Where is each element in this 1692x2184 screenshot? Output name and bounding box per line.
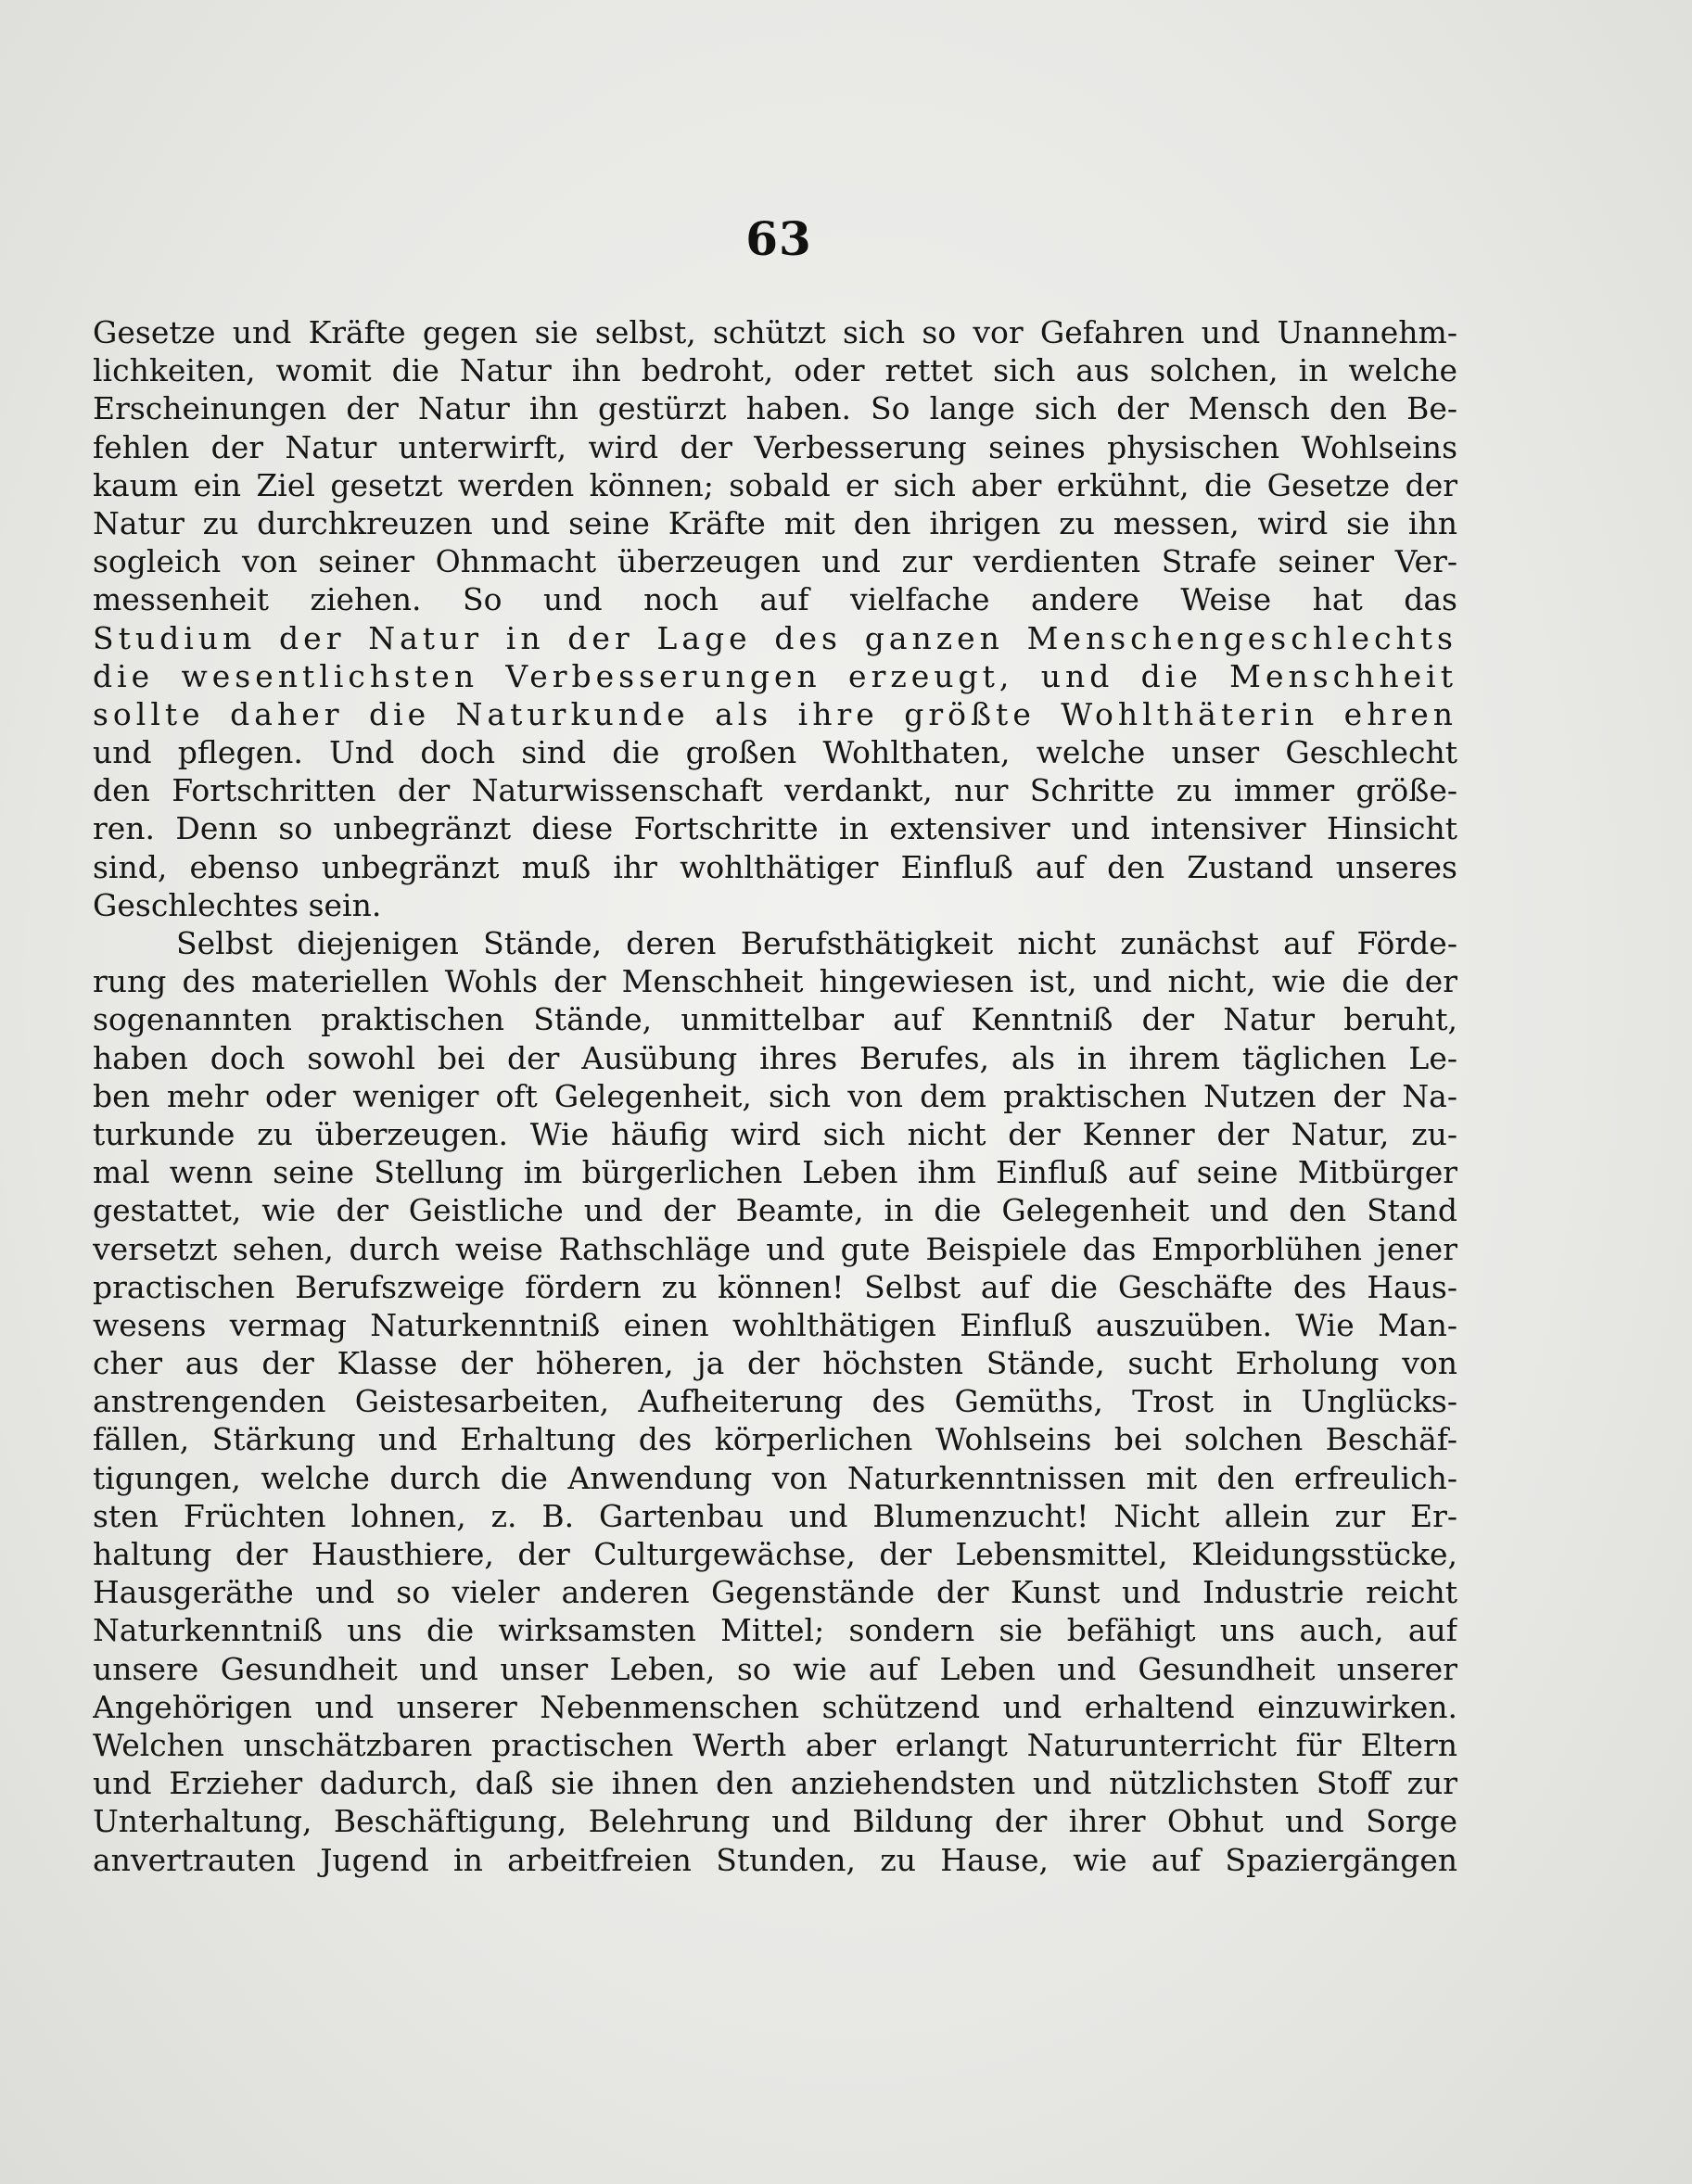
text-line: sogenannten praktischen Stände, unmittelbar auf Kenntniß der Natur beruht, bbox=[93, 1001, 1457, 1038]
text-line: sogleich von seiner Ohnmacht überzeugen und zur verdienten Strafe seiner Ver- bbox=[93, 543, 1457, 580]
text-line: Geschlechtes sein. bbox=[93, 886, 382, 923]
text-line: fällen, Stärkung und Erhaltung des körperlichen Wohlseins bei solchen Beschäf- bbox=[93, 1421, 1457, 1458]
text-line: anstrengenden Geistesarbeiten, Aufheiterung des Gemüths, Trost in Unglücks- bbox=[93, 1383, 1457, 1420]
text-line: kaum ein Ziel gesetzt werden können; sobald er sich aber erkühnt, die Gesetze der bbox=[93, 466, 1457, 503]
text-line: Natur zu durchkreuzen und seine Kräfte mit den ihrigen zu messen, wird sie ihn bbox=[93, 504, 1457, 541]
text-line: haltung der Hausthiere, der Culturgewächse, der Lebensmittel, Kleidungsstücke, bbox=[93, 1536, 1457, 1572]
text-line: und Erzieher dadurch, daß sie ihnen den anziehendsten und nützlichsten Stoff zur bbox=[93, 1765, 1457, 1802]
text-line: fehlen der Natur unterwirft, wird der Verbesserung seines physischen Wohlseins bbox=[93, 428, 1457, 465]
text-line: tigungen, welche durch die Anwendung von Naturkenntnissen mit den erfreulich- bbox=[93, 1459, 1457, 1496]
text-line: rung des materiellen Wohls der Menschheit hingewiesen ist, und nicht, wie die der bbox=[93, 963, 1457, 1000]
text-line: Naturkenntniß uns die wirksamsten Mittel; sondern sie befähigt uns auch, auf bbox=[93, 1612, 1457, 1649]
text-line: wesens vermag Naturkenntniß einen wohlthätigen Einfluß auszuüben. Wie Man- bbox=[93, 1306, 1457, 1343]
text-line: anvertrauten Jugend in arbeitfreien Stunden, zu Hause, wie auf Spaziergängen bbox=[93, 1841, 1457, 1878]
body-text bbox=[93, 313, 1457, 1879]
text-line: cher aus der Klasse der höheren, ja der höchsten Stände, sucht Erholung von bbox=[93, 1345, 1457, 1382]
text-line: haben doch sowohl bei der Ausübung ihres Berufes, als in ihrem täglichen Le- bbox=[93, 1039, 1457, 1076]
text-line: Erscheinungen der Natur ihn gestürzt haben. So lange sich der Mensch den Be- bbox=[93, 390, 1457, 427]
text-line: sten Früchten lohnen, z. B. Gartenbau und Blumenzucht! Nicht allein zur Er- bbox=[93, 1497, 1457, 1534]
text-line: lichkeiten, womit die Natur ihn bedroht, oder rettet sich aus solchen, in welche bbox=[93, 352, 1457, 389]
text-line: den Fortschritten der Naturwissenschaft verdankt, nur Schritte zu immer größe- bbox=[93, 772, 1457, 809]
text-line: Angehörigen und unserer Nebenmenschen schützend und erhaltend einzuwirken. bbox=[93, 1688, 1457, 1725]
text-line: und pflegen. Und doch sind die großen Wohlthaten, welche unser Geschlecht bbox=[93, 734, 1457, 771]
text-line: sind, ebenso unbegränzt muß ihr wohlthätiger Einfluß auf den Zustand unseres bbox=[93, 848, 1457, 885]
text-line: messenheit ziehen. So und noch auf vielfache andere Weise hat das bbox=[93, 581, 1457, 618]
text-line: ren. Denn so unbegränzt diese Fortschritte in extensiver und intensiver Hinsicht bbox=[93, 810, 1457, 847]
text-line: Unterhaltung, Beschäftigung, Belehrung und Bildung der ihrer Obhut und Sorge bbox=[93, 1803, 1457, 1840]
text-line: Gesetze und Kräfte gegen sie selbst, schützt sich so vor Gefahren und Unannehm- bbox=[93, 314, 1457, 350]
text-line: mal wenn seine Stellung im bürgerlichen Leben ihm Einfluß auf seine Mitbürger bbox=[93, 1154, 1457, 1191]
text-line: practischen Berufszweige fördern zu können! Selbst auf die Geschäfte des Haus- bbox=[93, 1268, 1457, 1305]
text-line: Selbst diejenigen Stände, deren Berufsthätigkeit nicht zunächst auf Förde- bbox=[176, 925, 1457, 961]
text-line: Studium der Natur in der Lage des ganzen Menschengeschlechts bbox=[93, 619, 1457, 656]
page-number: 63 bbox=[745, 211, 812, 266]
text-line: versetzt sehen, durch weise Rathschläge und gute Beispiele das Emporblühen jener bbox=[93, 1230, 1457, 1267]
text-line: unsere Gesundheit und unser Leben, so wie auf Leben und Gesundheit unserer bbox=[93, 1650, 1457, 1687]
text-line: Hausgeräthe und so vieler anderen Gegenstände der Kunst und Industrie reicht bbox=[93, 1574, 1457, 1611]
text-line: turkunde zu überzeugen. Wie häufig wird sich nicht der Kenner der Natur, zu- bbox=[93, 1115, 1457, 1152]
text-line: die wesentlichsten Verbesserungen erzeugt, und die Menschheit bbox=[93, 657, 1457, 694]
text-line: sollte daher die Naturkunde als ihre größte Wohlthäterin ehren bbox=[93, 695, 1457, 732]
text-line: ben mehr oder weniger oft Gelegenheit, sich von dem praktischen Nutzen der Na- bbox=[93, 1077, 1457, 1114]
text-line: gestattet, wie der Geistliche und der Beamte, in die Gelegenheit und den Stand bbox=[93, 1192, 1457, 1229]
text-line: Welchen unschätzbaren practischen Werth aber erlangt Naturunterricht für Eltern bbox=[93, 1726, 1457, 1763]
